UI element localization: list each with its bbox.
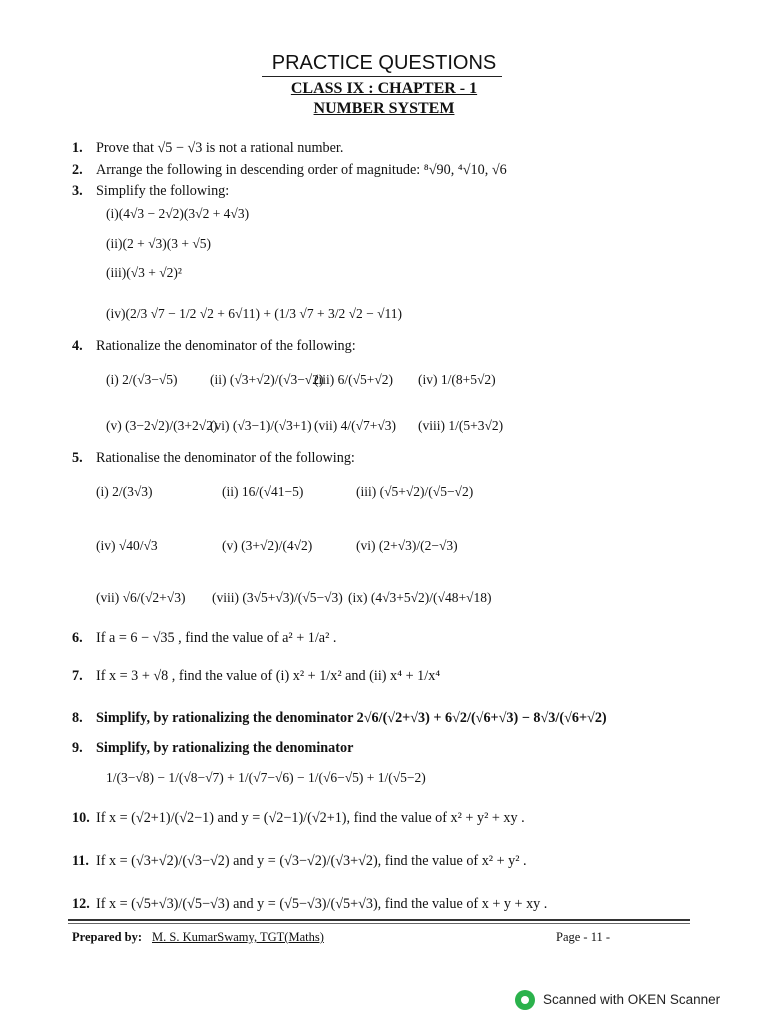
question-text: If x = 3 + √8 , find the value of (i) x² + 1/x² and (ii) x⁴ + 1/x⁴ <box>96 668 441 684</box>
q4-part: (i) 2/(√3−√5) <box>106 372 178 387</box>
q3-part: (i)(4√3 − 2√2)(3√2 + 4√3) <box>106 206 250 221</box>
question-text: If x = (√2+1)/(√2−1) and y = (√2−1)/(√2+1), find the value of x² + y² + xy . <box>96 810 525 826</box>
page-title: PRACTICE QUESTIONS <box>271 52 497 74</box>
q5-part: (ix) (4√3+5√2)/(√48+√18) <box>348 590 492 605</box>
question-text: If a = 6 − √35 , find the value of a² + 1/a² . <box>96 630 337 646</box>
q4-part: (ii) (√3+√2)/(√3−√2) <box>210 372 324 387</box>
title-underline <box>262 76 502 77</box>
question-number: 9. <box>72 740 83 756</box>
question-number: 2. <box>72 162 83 178</box>
question-number: 11. <box>72 853 89 869</box>
q9-expression: 1/(3−√8) − 1/(√8−√7) + 1/(√7−√6) − 1/(√6−√5) + 1/(√5−2) <box>106 770 426 785</box>
question-text: Simplify, by rationalizing the denominator 2√6/(√2+√3) + 6√2/(√6+√3) − 8√3/(√6+√2) <box>96 710 607 726</box>
question-text: Rationalise the denominator of the following: <box>96 450 355 466</box>
question-number: 8. <box>72 710 83 726</box>
q4-part: (iv) 1/(8+5√2) <box>418 372 496 387</box>
question-text: If x = (√5+√3)/(√5−√3) and y = (√5−√3)/(√5+√3), find the value of x + y + xy . <box>96 896 548 912</box>
class-heading: CLASS IX : CHAPTER - 1 <box>290 80 478 97</box>
q5-part: (viii) (3√5+√3)/(√5−√3) <box>212 590 343 605</box>
question-number: 6. <box>72 630 83 646</box>
oken-logo-icon <box>515 990 535 1010</box>
chapter-heading: NUMBER SYSTEM <box>313 100 455 117</box>
question-number: 4. <box>72 338 83 354</box>
scanner-watermark: Scanned with OKEN Scanner <box>543 992 721 1007</box>
question-text: Simplify, by rationalizing the denominator <box>96 740 354 756</box>
question-text: Simplify the following: <box>96 183 230 199</box>
q4-part: (v) (3−2√2)/(3+2√2) <box>106 418 218 433</box>
q5-part: (vii) √6/(√2+√3) <box>96 590 186 605</box>
footer-divider-thin <box>68 923 690 924</box>
question-number: 3. <box>72 183 83 199</box>
prepared-label: Prepared by: <box>72 930 143 944</box>
q5-part: (i) 2/(3√3) <box>96 484 153 499</box>
q4-part: (iii) 6/(√5+√2) <box>314 372 394 387</box>
q4-part: (vi) (√3−1)/(√3+1) <box>210 418 312 433</box>
question-text: Arrange the following in descending order of magnitude: ⁸√90, ⁴√10, √6 <box>96 162 507 178</box>
q4-part: (vii) 4/(√7+√3) <box>314 418 397 433</box>
question-text: If x = (√3+√2)/(√3−√2) and y = (√3−√2)/(√3+√2), find the value of x² + y² . <box>96 853 527 869</box>
q5-part: (iv) √40/√3 <box>96 538 158 553</box>
footer-divider <box>68 919 690 921</box>
q5-part: (ii) 16/(√41−5) <box>222 484 304 499</box>
q3-part: (ii)(2 + √3)(3 + √5) <box>106 236 212 251</box>
q5-part: (v) (3+√2)/(4√2) <box>222 538 313 553</box>
author-name: M. S. KumarSwamy, TGT(Maths) <box>152 930 324 944</box>
page-number: Page - 11 - <box>556 930 611 944</box>
question-number: 10. <box>72 810 90 826</box>
q4-part: (viii) 1/(5+3√2) <box>418 418 504 433</box>
question-number: 1. <box>72 140 83 156</box>
question-number: 12. <box>72 896 90 912</box>
q3-part: (iii)(√3 + √2)² <box>106 265 182 280</box>
question-text: Prove that √5 − √3 is not a rational number. <box>96 140 344 156</box>
question-text: Rationalize the denominator of the following: <box>96 338 356 354</box>
q3-part: (iv)(2/3 √7 − 1/2 √2 + 6√11) + (1/3 √7 + 3/2 √2 − √11) <box>106 306 402 321</box>
question-number: 7. <box>72 668 83 684</box>
q5-part: (iii) (√5+√2)/(√5−√2) <box>356 484 474 499</box>
question-number: 5. <box>72 450 83 466</box>
q5-part: (vi) (2+√3)/(2−√3) <box>356 538 458 553</box>
